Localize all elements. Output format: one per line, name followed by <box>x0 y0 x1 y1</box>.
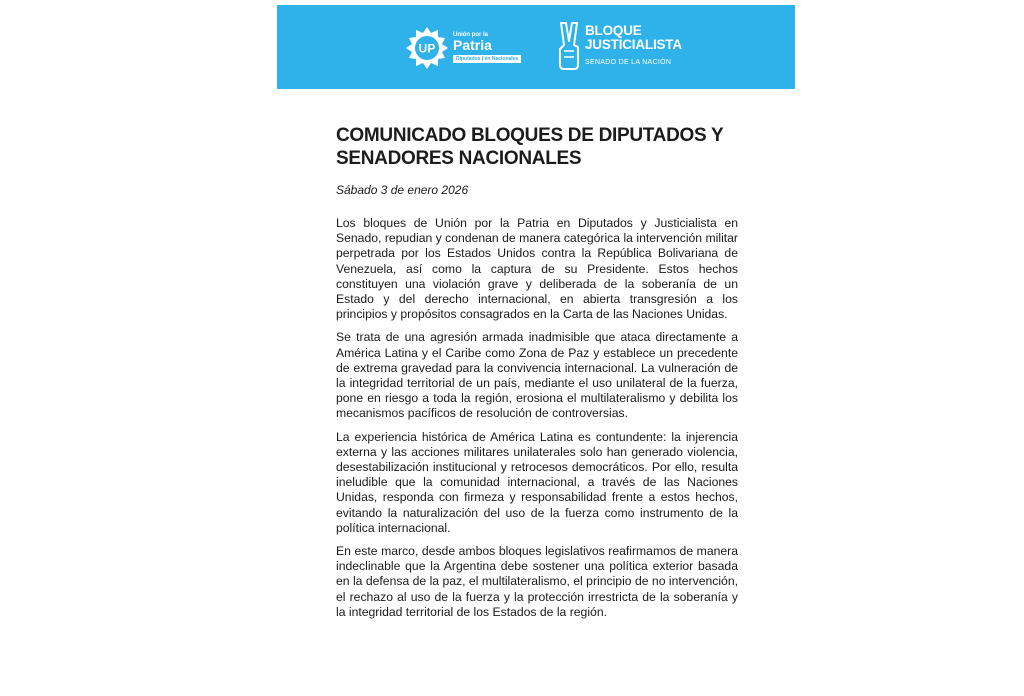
bj-title-line1: BLOQUE <box>585 23 642 38</box>
communique-body <box>336 124 738 620</box>
paragraph-4: En este marco, desde ambos bloques legislativos reafirmamos de manera indeclinable que la Argentina debe sostener una política exterior basada en la defensa de la paz, el multilateralismo, el principio de no intervención, el rechazo al uso de la fuerza y la protección irrestricta de la soberanía y la integridad territorial de los Estados de la región. <box>336 544 738 619</box>
up-patria-text: Patria <box>453 37 492 53</box>
up-badge-text: UP <box>418 41 436 56</box>
bj-title <box>585 24 682 52</box>
bj-title-line2: JUSTICIALISTA <box>585 37 682 52</box>
up-subtitle: Diputados | en Nacionales <box>453 55 521 63</box>
bj-subtitle: SENADO DE LA NACIÓN <box>585 59 672 66</box>
up-small-text: Unión por la <box>453 32 488 38</box>
paragraph-2: Se trata de una agresión armada inadmisible que ataca directamente a América Latina y el Caribe como Zona de Paz y establece un precedente de extrema gravedad para la convivencia internacional. La vulneración de la integridad territorial de un país, mediante el uso unilateral de la fuerza, pone en riesgo a toda la región, erosiona el multilateralismo y debilita los mecanismos pacíficos de resolución de controversias. <box>336 330 738 421</box>
up-star-badge-icon <box>405 26 449 70</box>
paragraph-3: La experiencia histórica de América Latina es contundente: la injerencia externa y las acciones militares unilaterales solo han generado violencia, desestabilización institucional y retrocesos democráticos. Por ello, resulta ineludible que la comunidad internacional, a través de las Naciones Unidas, responda con firmeza y responsabilidad frente a estos hechos, evitando la naturalización del uso de la fuerza como instrumento de la política internacional. <box>336 429 738 535</box>
up-wordmark <box>453 32 492 54</box>
document-title: COMUNICADO BLOQUES DE DIPUTADOS Y SENADORES NACIONALES <box>336 125 724 169</box>
union-por-la-patria-logo <box>405 26 555 70</box>
paragraph-1: Los bloques de Unión por la Patria en Diputados y Justicialista en Senado, repudian y condenan de manera categórica la intervención militar perpetrada por los Estados Unidos contra la República Bolivariana de Venezuela, así como la captura de su Presidente. Estos hechos constituyen una violación grave y deliberada de la soberanía de un Estado y del derecho internacional, en abierta transgresión a los principios y propósitos consagrados en la Carta de las Naciones Unidas. <box>336 216 738 322</box>
document-date: Sábado 3 de enero 2026 <box>336 183 469 197</box>
bloque-justicialista-logo <box>557 21 682 77</box>
peace-hand-icon <box>557 21 583 71</box>
header-banner <box>277 5 795 89</box>
